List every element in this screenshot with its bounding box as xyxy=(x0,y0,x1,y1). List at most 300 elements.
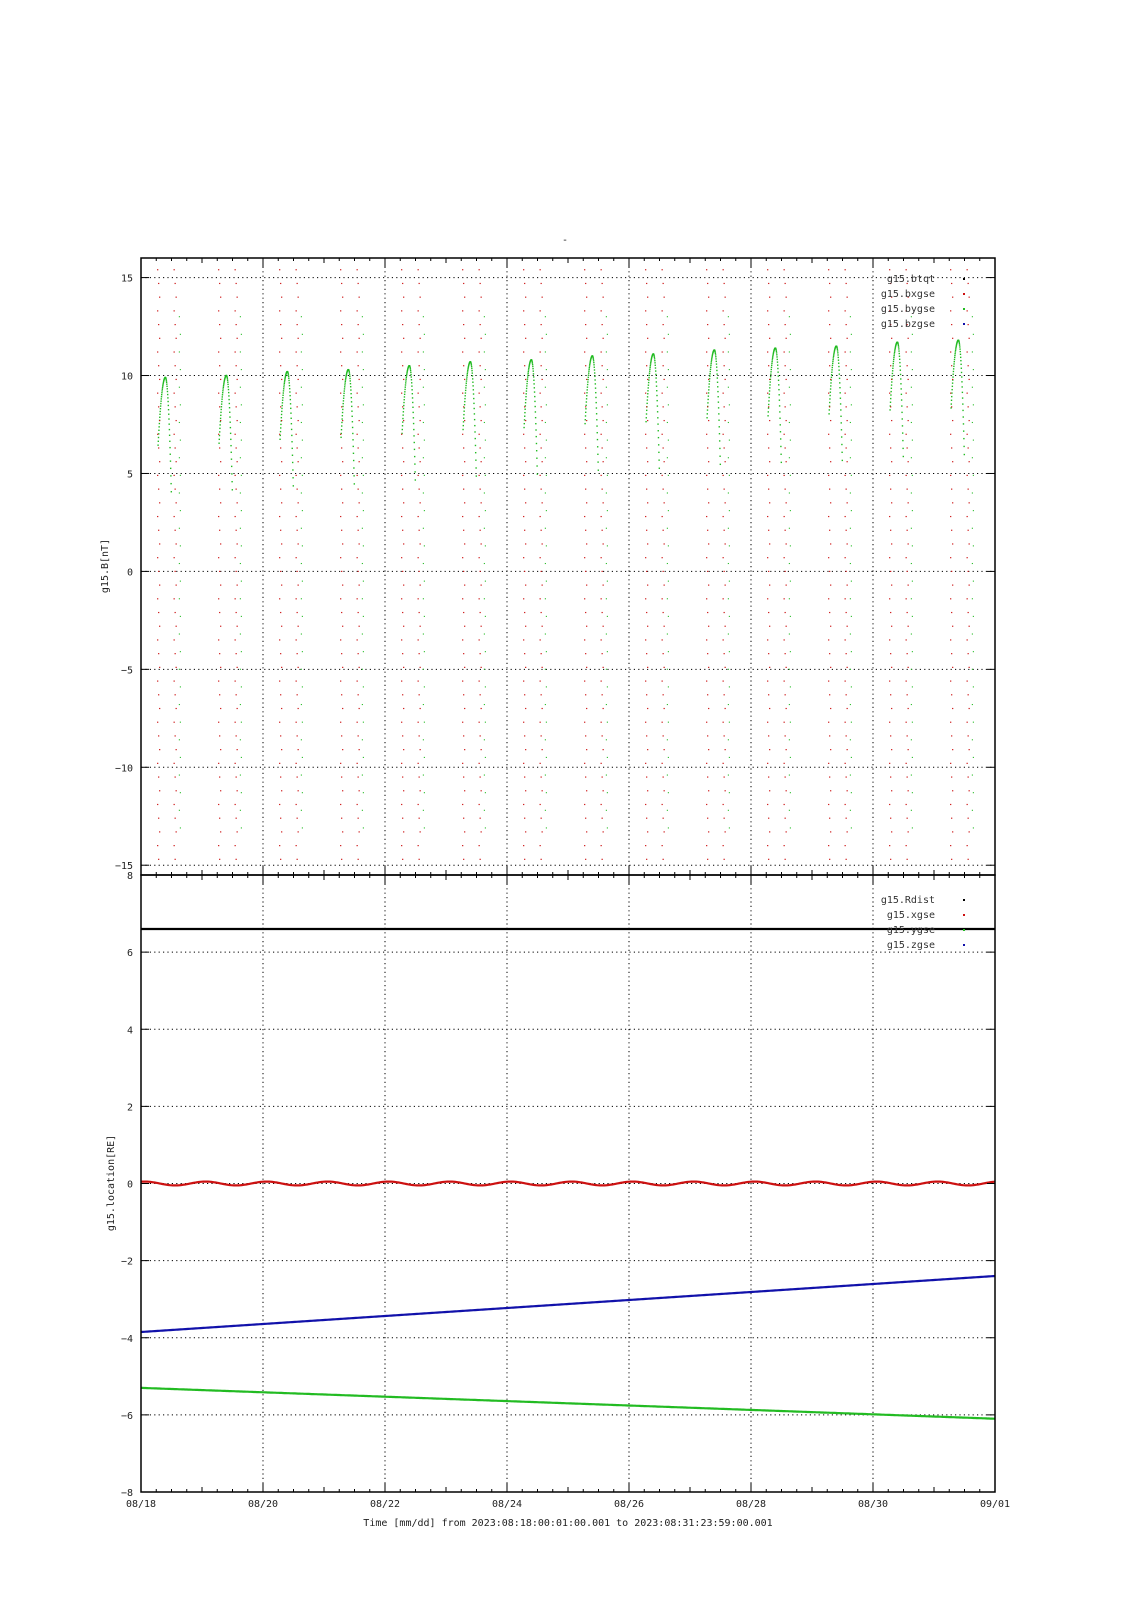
bygse-point xyxy=(424,827,425,828)
bxgse-point xyxy=(603,461,604,462)
bxgse-point xyxy=(359,708,360,709)
bygse-point xyxy=(972,492,973,493)
bygse-point xyxy=(595,392,596,393)
bygse-point xyxy=(301,457,302,458)
bxgse-point xyxy=(462,475,463,476)
bxgse-point xyxy=(402,694,403,695)
bygse-point xyxy=(485,510,486,511)
bxgse-point xyxy=(281,708,282,709)
bxgse-point xyxy=(236,571,237,572)
bxgse-point xyxy=(950,845,951,846)
bxgse-point xyxy=(891,379,892,380)
bxgse-point xyxy=(906,639,907,640)
bxgse-point xyxy=(784,557,785,558)
bygse-point xyxy=(180,440,181,441)
bygse-point xyxy=(288,374,289,375)
bygse-point xyxy=(302,827,303,828)
bygse-point xyxy=(160,400,161,401)
bygse-point xyxy=(526,388,527,389)
bygse-point xyxy=(585,405,586,406)
bxgse-point xyxy=(830,297,831,298)
bxgse-point xyxy=(419,406,420,407)
bxgse-point xyxy=(723,763,724,764)
bxgse-point xyxy=(175,612,176,613)
bygse-point xyxy=(301,387,302,388)
bygse-point xyxy=(166,380,167,381)
bygse-point xyxy=(596,413,597,414)
bxgse-point xyxy=(968,489,969,490)
bygse-point xyxy=(716,373,717,374)
bygse-point xyxy=(955,348,956,349)
bygse-point xyxy=(180,757,181,758)
bxgse-point xyxy=(420,543,421,544)
bxgse-point xyxy=(847,749,848,750)
bygse-point xyxy=(707,399,708,400)
bxgse-point xyxy=(420,585,421,586)
bygse-point xyxy=(283,386,284,387)
bxgse-point xyxy=(585,283,586,284)
bxgse-point xyxy=(157,639,158,640)
bygse-point xyxy=(912,475,913,476)
bxgse-point xyxy=(723,475,724,476)
bygse-point xyxy=(649,375,650,376)
bxgse-point xyxy=(601,722,602,723)
bxgse-point xyxy=(784,393,785,394)
bxgse-point xyxy=(418,475,419,476)
bxgse-point xyxy=(525,461,526,462)
bxgse-point xyxy=(158,489,159,490)
bxgse-point xyxy=(951,324,952,325)
bxgse-point xyxy=(664,585,665,586)
bygse-point xyxy=(414,442,415,443)
bygse-point xyxy=(222,390,223,391)
y-tick-label: 5 xyxy=(126,469,133,481)
bygse-point xyxy=(771,369,772,370)
bxgse-point xyxy=(907,612,908,613)
bxgse-point xyxy=(768,776,769,777)
bygse-point xyxy=(241,651,242,652)
bygse-point xyxy=(606,351,607,352)
bxgse-point xyxy=(950,516,951,517)
bxgse-point xyxy=(889,351,890,352)
bygse-point xyxy=(353,460,354,461)
bxgse-point xyxy=(828,680,829,681)
bygse-point xyxy=(348,371,349,372)
bxgse-point xyxy=(158,859,159,860)
bygse-point xyxy=(707,413,708,414)
bxgse-point xyxy=(968,653,969,654)
bxgse-point xyxy=(401,516,402,517)
bxgse-point xyxy=(297,818,298,819)
bygse-point xyxy=(221,399,222,400)
bxgse-point xyxy=(967,680,968,681)
bygse-point xyxy=(596,425,597,426)
bxgse-point xyxy=(462,598,463,599)
bygse-point xyxy=(289,395,290,396)
bygse-point xyxy=(911,704,912,705)
bxgse-point xyxy=(829,324,830,325)
bxgse-point xyxy=(786,420,787,421)
bxgse-point xyxy=(662,557,663,558)
bxgse-point xyxy=(279,722,280,723)
bxgse-point xyxy=(175,859,176,860)
bygse-point xyxy=(851,792,852,793)
bxgse-point xyxy=(159,338,160,339)
bygse-point xyxy=(463,417,464,418)
bygse-point xyxy=(226,377,227,378)
bygse-point xyxy=(473,408,474,409)
bxgse-point xyxy=(297,447,298,448)
bxgse-point xyxy=(662,722,663,723)
bygse-point xyxy=(654,360,655,361)
bxgse-point xyxy=(890,365,891,366)
bygse-point xyxy=(411,385,412,386)
bygse-point xyxy=(833,356,834,357)
bxgse-point xyxy=(159,502,160,503)
bxgse-point xyxy=(967,310,968,311)
bygse-point xyxy=(241,686,242,687)
bxgse-point xyxy=(297,859,298,860)
bxgse-point xyxy=(524,694,525,695)
bxgse-point xyxy=(237,461,238,462)
bygse-point xyxy=(287,373,288,374)
bxgse-point xyxy=(176,420,177,421)
bygse-point xyxy=(831,369,832,370)
bxgse-point xyxy=(646,324,647,325)
bxgse-point xyxy=(646,653,647,654)
bygse-point xyxy=(363,651,364,652)
bxgse-point xyxy=(403,420,404,421)
bxgse-point xyxy=(236,694,237,695)
bxgse-point xyxy=(358,694,359,695)
bygse-point xyxy=(228,395,229,396)
bygse-point xyxy=(898,346,899,347)
bygse-point xyxy=(161,394,162,395)
bxgse-point xyxy=(481,379,482,380)
bxgse-point xyxy=(220,543,221,544)
bxgse-point xyxy=(357,680,358,681)
bxgse-point xyxy=(950,722,951,723)
bxgse-point xyxy=(603,379,604,380)
bxgse-point xyxy=(357,845,358,846)
bygse-point xyxy=(301,669,302,670)
bygse-point xyxy=(973,334,974,335)
bygse-point xyxy=(525,396,526,397)
bygse-point xyxy=(158,426,159,427)
bxgse-point xyxy=(584,722,585,723)
bygse-point xyxy=(472,382,473,383)
bygse-point xyxy=(902,432,903,433)
bygse-point xyxy=(162,389,163,390)
bxgse-point xyxy=(601,639,602,640)
bxgse-point xyxy=(401,393,402,394)
bygse-point xyxy=(768,411,769,412)
bxgse-point xyxy=(298,461,299,462)
bxgse-point xyxy=(542,585,543,586)
bygse-point xyxy=(729,475,730,476)
bxgse-point xyxy=(829,489,830,490)
bxgse-point xyxy=(220,749,221,750)
bygse-point xyxy=(292,462,293,463)
bxgse-point xyxy=(723,598,724,599)
bxgse-point xyxy=(281,420,282,421)
bygse-point xyxy=(353,467,354,468)
bygse-point xyxy=(851,440,852,441)
bxgse-point xyxy=(235,722,236,723)
bygse-point xyxy=(838,357,839,358)
bxgse-point xyxy=(418,557,419,558)
bygse-point xyxy=(779,405,780,406)
bygse-point xyxy=(301,422,302,423)
bxgse-point xyxy=(219,818,220,819)
bxgse-point xyxy=(768,447,769,448)
bygse-point xyxy=(352,421,353,422)
bxgse-point xyxy=(174,557,175,558)
bxgse-point xyxy=(523,516,524,517)
bygse-point xyxy=(484,598,485,599)
bxgse-point xyxy=(401,722,402,723)
bygse-point xyxy=(485,651,486,652)
bxgse-point xyxy=(707,612,708,613)
bygse-point xyxy=(593,364,594,365)
bygse-point xyxy=(770,373,771,374)
bygse-point xyxy=(667,810,668,811)
bygse-point xyxy=(282,397,283,398)
bygse-point xyxy=(839,392,840,393)
bxgse-point xyxy=(297,735,298,736)
bxgse-point xyxy=(723,804,724,805)
bygse-point xyxy=(655,377,656,378)
bxgse-point xyxy=(157,557,158,558)
bygse-point xyxy=(894,353,895,354)
bygse-point xyxy=(961,376,962,377)
bxgse-point xyxy=(175,283,176,284)
bxgse-point xyxy=(647,667,648,668)
bygse-point xyxy=(668,334,669,335)
bxgse-point xyxy=(706,680,707,681)
bxgse-point xyxy=(342,379,343,380)
bxgse-point xyxy=(297,612,298,613)
bygse-point xyxy=(241,404,242,405)
bxgse-point xyxy=(663,859,664,860)
bygse-point xyxy=(606,422,607,423)
bxgse-point xyxy=(786,338,787,339)
bxgse-point xyxy=(157,393,158,394)
bxgse-point xyxy=(907,694,908,695)
bxgse-point xyxy=(645,557,646,558)
bygse-point xyxy=(412,407,413,408)
bygse-point xyxy=(709,381,710,382)
bxgse-point xyxy=(359,379,360,380)
bygse-point xyxy=(230,427,231,428)
bxgse-point xyxy=(342,667,343,668)
bygse-point xyxy=(960,364,961,365)
bygse-point xyxy=(362,422,363,423)
bxgse-point xyxy=(237,379,238,380)
bygse-point xyxy=(606,704,607,705)
bygse-point xyxy=(654,358,655,359)
bygse-point xyxy=(536,436,537,437)
bxgse-point xyxy=(725,667,726,668)
bygse-point xyxy=(404,389,405,390)
bxgse-point xyxy=(784,434,785,435)
bxgse-point xyxy=(663,694,664,695)
bxgse-point xyxy=(601,804,602,805)
bxgse-point xyxy=(603,749,604,750)
bxgse-point xyxy=(890,489,891,490)
bygse-point xyxy=(647,399,648,400)
bxgse-point xyxy=(647,749,648,750)
bygse-point xyxy=(728,387,729,388)
bxgse-point xyxy=(968,818,969,819)
bxgse-point xyxy=(542,831,543,832)
bygse-point xyxy=(597,454,598,455)
bygse-point xyxy=(475,445,476,446)
bygse-point xyxy=(423,669,424,670)
bygse-point xyxy=(474,419,475,420)
bxgse-point xyxy=(768,612,769,613)
bygse-point xyxy=(973,475,974,476)
bygse-point xyxy=(165,379,166,380)
bxgse-point xyxy=(157,680,158,681)
bxgse-point xyxy=(586,626,587,627)
bygse-point xyxy=(472,372,473,373)
bxgse-point xyxy=(969,461,970,462)
bygse-point xyxy=(485,475,486,476)
bygse-point xyxy=(606,563,607,564)
bxgse-point xyxy=(296,269,297,270)
bxgse-point xyxy=(645,763,646,764)
bxgse-point xyxy=(707,283,708,284)
bxgse-point xyxy=(175,489,176,490)
bxgse-point xyxy=(297,324,298,325)
bygse-point xyxy=(778,375,779,376)
bxgse-point xyxy=(237,420,238,421)
bygse-point xyxy=(341,422,342,423)
bygse-point xyxy=(362,457,363,458)
bygse-point xyxy=(594,367,595,368)
bxgse-point xyxy=(219,859,220,860)
bygse-point xyxy=(912,581,913,582)
bxgse-point xyxy=(402,818,403,819)
bxgse-point xyxy=(603,502,604,503)
bygse-point xyxy=(607,792,608,793)
bygse-point xyxy=(668,510,669,511)
bygse-point xyxy=(288,376,289,377)
bxgse-point xyxy=(420,626,421,627)
bxgse-point xyxy=(296,351,297,352)
bxgse-point xyxy=(585,653,586,654)
bxgse-point xyxy=(157,722,158,723)
bxgse-point xyxy=(785,694,786,695)
bxgse-point xyxy=(769,379,770,380)
bxgse-point xyxy=(706,475,707,476)
bygse-point xyxy=(900,388,901,389)
bxgse-point xyxy=(602,365,603,366)
bygse-point xyxy=(484,563,485,564)
bxgse-point xyxy=(786,667,787,668)
bxgse-point xyxy=(342,749,343,750)
bygse-point xyxy=(170,460,171,461)
bygse-point xyxy=(180,369,181,370)
bygse-point xyxy=(647,390,648,391)
bygse-point xyxy=(546,827,547,828)
bygse-point xyxy=(587,386,588,387)
bxgse-point xyxy=(785,859,786,860)
bygse-point xyxy=(911,422,912,423)
bxgse-point xyxy=(298,502,299,503)
bygse-point xyxy=(850,669,851,670)
bxgse-point xyxy=(280,489,281,490)
bygse-point xyxy=(780,431,781,432)
bxgse-point xyxy=(906,269,907,270)
bygse-point xyxy=(484,422,485,423)
bxgse-point xyxy=(847,831,848,832)
bxgse-point xyxy=(462,310,463,311)
bxgse-point xyxy=(340,434,341,435)
bxgse-point xyxy=(786,626,787,627)
bygse-point xyxy=(777,359,778,360)
bygse-point xyxy=(649,370,650,371)
bygse-point xyxy=(606,528,607,529)
bxgse-point xyxy=(968,530,969,531)
bxgse-point xyxy=(601,434,602,435)
bxgse-point xyxy=(830,790,831,791)
bxgse-point xyxy=(950,557,951,558)
bxgse-point xyxy=(829,283,830,284)
bxgse-point xyxy=(176,297,177,298)
bygse-point xyxy=(951,403,952,404)
bxgse-point xyxy=(969,585,970,586)
bxgse-point xyxy=(951,859,952,860)
bygse-point xyxy=(729,686,730,687)
bygse-point xyxy=(412,397,413,398)
bygse-point xyxy=(424,792,425,793)
bxgse-point xyxy=(402,735,403,736)
bygse-point xyxy=(655,365,656,366)
bxgse-point xyxy=(646,530,647,531)
bxgse-point xyxy=(584,351,585,352)
bxgse-point xyxy=(218,845,219,846)
bxgse-point xyxy=(707,324,708,325)
bxgse-point xyxy=(479,804,480,805)
bxgse-point xyxy=(464,585,465,586)
bygse-point xyxy=(180,616,181,617)
bygse-point xyxy=(953,368,954,369)
bygse-point xyxy=(911,633,912,634)
bygse-point xyxy=(283,384,284,385)
bygse-point xyxy=(912,651,913,652)
bygse-point xyxy=(171,491,172,492)
y-tick-label: 15 xyxy=(120,273,133,285)
bygse-point xyxy=(789,528,790,529)
bxgse-point xyxy=(891,585,892,586)
bygse-point xyxy=(423,598,424,599)
bygse-point xyxy=(607,581,608,582)
bxgse-point xyxy=(357,351,358,352)
bxgse-point xyxy=(157,269,158,270)
bygse-point xyxy=(646,403,647,404)
bxgse-point xyxy=(218,598,219,599)
bxgse-point xyxy=(829,447,830,448)
bygse-point xyxy=(851,722,852,723)
bygse-point xyxy=(912,510,913,511)
bygse-point xyxy=(667,704,668,705)
bxgse-point xyxy=(220,420,221,421)
bxgse-point xyxy=(723,639,724,640)
bxgse-point xyxy=(847,420,848,421)
bxgse-point xyxy=(358,530,359,531)
